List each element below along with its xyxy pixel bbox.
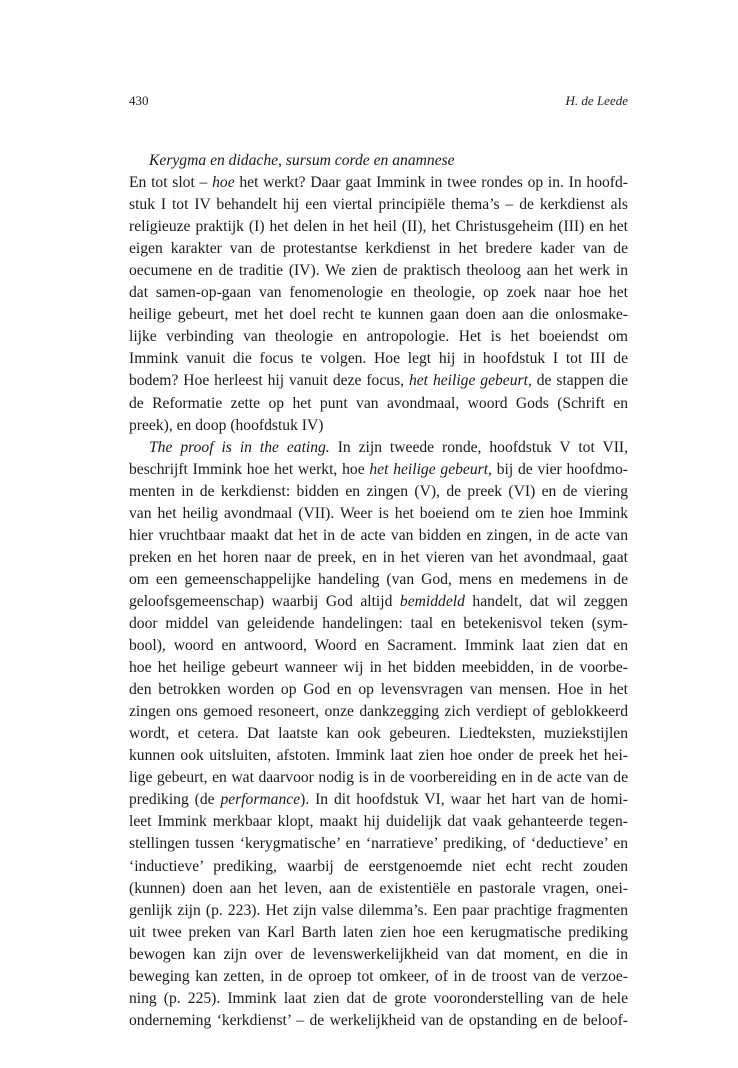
- text-line: [129, 194, 628, 216]
- running-header: [129, 91, 628, 111]
- text-line: [129, 481, 628, 503]
- text-run: preek), en doop (hoofdstuk IV): [129, 416, 324, 434]
- italic-text: bemiddeld: [399, 592, 465, 610]
- text-line: [129, 988, 628, 1010]
- text-run: kunnen ook uitsluiten, afstoten. Immink laat zien hoe onder de preek het hei-: [129, 747, 628, 765]
- text-run: onderneming ‘kerkdienst’ – de werkelijkheid van de opstanding en de beloof-: [129, 1011, 628, 1029]
- text-line: [129, 459, 628, 481]
- page-number: 430: [129, 93, 149, 108]
- text-line: [129, 503, 628, 525]
- italic-text: hoe: [212, 174, 235, 192]
- text-run: Immink vanuit die focus te volgen. Hoe legt hij in hoofdstuk I tot III de: [129, 350, 628, 368]
- text-line: [129, 613, 628, 635]
- text-run: om een gemeenschappelijke handeling (van God, mens en medemens in de: [129, 570, 628, 588]
- text-run: beweging kan zetten, in de oproep tot omkeer, of in de troost van de verzoe-: [129, 967, 628, 985]
- text-run: bewogen kan zijn over de levenswerkelijkheid van dat moment, en die in: [129, 945, 628, 963]
- text-line: [129, 811, 628, 833]
- text-line: [129, 944, 628, 966]
- text-run: ning (p. 225). Immink laat zien dat de grote vooronderstelling van de hele: [129, 989, 628, 1007]
- text-line: [129, 525, 628, 547]
- text-run: ). In dit hoofdstuk VI, waar het hart van de homi-: [300, 791, 628, 809]
- text-line: [129, 657, 628, 679]
- text-run: ‘inductieve’ prediking, waarbij de eerstgenoemde niet echt recht zouden: [129, 857, 628, 875]
- text-run: stellingen tussen ‘kerygmatische’ en ‘narratieve’ prediking, of ‘deductieve’ en: [129, 835, 628, 853]
- text-run: En tot slot –: [129, 174, 213, 192]
- text-run: dat samen-op-gaan van fenomenologie en theologie, op zoek naar hoe het: [129, 284, 628, 302]
- text-run: leet Immink merkbaar klopt, maakt hij duidelijk dat vaak gehanteerde tegen-: [129, 813, 628, 831]
- text-line: [129, 415, 628, 437]
- text-run: lige gebeurt, en wat daarvoor nodig is in de voorbereiding en in de acte van de: [129, 769, 628, 787]
- text-line: [129, 900, 628, 922]
- text-run: wordt, et cetera. Dat laatste kan ook gebeuren. Liedteksten, muziekstijlen: [129, 725, 628, 743]
- text-run: In zijn tweede ronde, hoofdstuk V tot VII,: [329, 438, 628, 456]
- text-run: religieuze praktijk (I) het delen in het heil (II), het Christusgeheim (III) en het: [129, 218, 628, 236]
- text-line: [129, 393, 628, 415]
- italic-text: The proof is in the eating.: [149, 438, 330, 456]
- text-line: [129, 547, 628, 569]
- text-run: bool), woord en antwoord, Woord en Sacrament. Immink laat zien dat en: [129, 637, 628, 655]
- text-line: [129, 833, 628, 855]
- text-line: [129, 745, 628, 767]
- text-line: [129, 635, 628, 657]
- text-line: [129, 856, 628, 878]
- text-line: [129, 591, 628, 613]
- text-run: hier vruchtbaar maakt dat het in de acte van bidden en zingen, in de acte van: [129, 526, 628, 544]
- text-line: [129, 260, 628, 282]
- text-line: [129, 282, 628, 304]
- text-run: , de stappen die: [527, 372, 629, 390]
- text-run: den betrokken worden op God en op levensvragen van mensen. Hoe in het: [129, 681, 628, 699]
- text-run: de Reformatie zette op het punt van avondmaal, woord Gods (Schrift en: [129, 394, 628, 412]
- text-run: van het heilig avondmaal (VII). Weer is het boeiend om te zien hoe Immink: [129, 504, 628, 522]
- text-line: [129, 326, 628, 348]
- text-line: [129, 238, 628, 260]
- text-line: [129, 966, 628, 988]
- text-run: genlijk zijn (p. 223). Het zijn valse dilemma’s. Een paar prachtige fragmenten: [129, 901, 628, 919]
- text-run: door middel van geleidende handelingen: taal en betekenisvol teken (sym-: [129, 614, 628, 632]
- text-run: handelt, dat wil zeggen: [464, 592, 628, 610]
- text-line: [129, 789, 628, 811]
- text-run: zingen ons gemoed resoneert, onze dankzegging zich verdiept of geblokkeerd: [129, 703, 628, 721]
- text-line: [129, 1010, 628, 1032]
- text-run: stuk I tot IV behandelt hij een viertal principiële thema’s – de kerkdienst als: [129, 196, 628, 214]
- text-run: prediking (de: [129, 791, 221, 809]
- text-line: [129, 437, 628, 459]
- text-run: uit twee preken van Karl Barth laten zien hoe een kerugmatische prediking: [129, 923, 628, 941]
- text-run: bij de vier hoofdmo-: [491, 460, 628, 478]
- text-run: menten in de kerkdienst: bidden en zingen (V), de preek (VI) en de viering: [129, 482, 628, 500]
- text-run: oecumene en de traditie (IV). We zien de praktisch theoloog aan het werk in: [129, 262, 628, 280]
- text-line: [129, 569, 628, 591]
- text-line: [129, 767, 628, 789]
- section-heading: Kerygma en didache, sursum corde en anamnese: [149, 152, 455, 169]
- text-run: geloofsgemeenschap) waarbij God altijd: [129, 592, 400, 610]
- text-line: [129, 370, 628, 392]
- paragraph-lines: [129, 172, 628, 1032]
- text-line: [129, 922, 628, 944]
- text-line: [129, 216, 628, 238]
- italic-text: het heilige gebeurt,: [369, 460, 492, 478]
- text-line: [129, 723, 628, 745]
- body-text: [129, 150, 628, 1032]
- text-run: preken en het horen naar de preek, en in het vieren van het avondmaal, gaat: [129, 548, 628, 566]
- text-run: bodem? Hoe herleest hij vanuit deze focus,: [129, 372, 409, 390]
- text-run: hoe het heilige gebeurt wanneer wij in het bidden meebidden, in de voorbe-: [129, 659, 628, 677]
- running-head-author: H. de Leede: [565, 93, 628, 108]
- text-line: [129, 878, 628, 900]
- text-run: (kunnen) doen aan het leven, aan de existentiële en pastorale vragen, onei-: [129, 879, 628, 897]
- text-line: [129, 304, 628, 326]
- text-run: lijke verbinding van theologie en antropologie. Het is het boeiendst om: [129, 328, 628, 346]
- text-run: heilige gebeurt, met het doel recht te kunnen gaan doen aan die onlosmake-: [129, 306, 628, 324]
- text-line: [129, 348, 628, 370]
- text-run: het werkt? Daar gaat Immink in twee rondes op in. In hoofd-: [234, 174, 628, 192]
- text-line: [129, 172, 628, 194]
- italic-text: performance: [220, 791, 301, 809]
- italic-text: het heilige gebeurt: [408, 372, 528, 390]
- text-run: eigen karakter van de protestantse kerkdienst in het bredere kader van de: [129, 240, 628, 258]
- text-line: [129, 679, 628, 701]
- text-line: [129, 701, 628, 723]
- text-run: beschrijft Immink hoe het werkt, hoe: [129, 460, 370, 478]
